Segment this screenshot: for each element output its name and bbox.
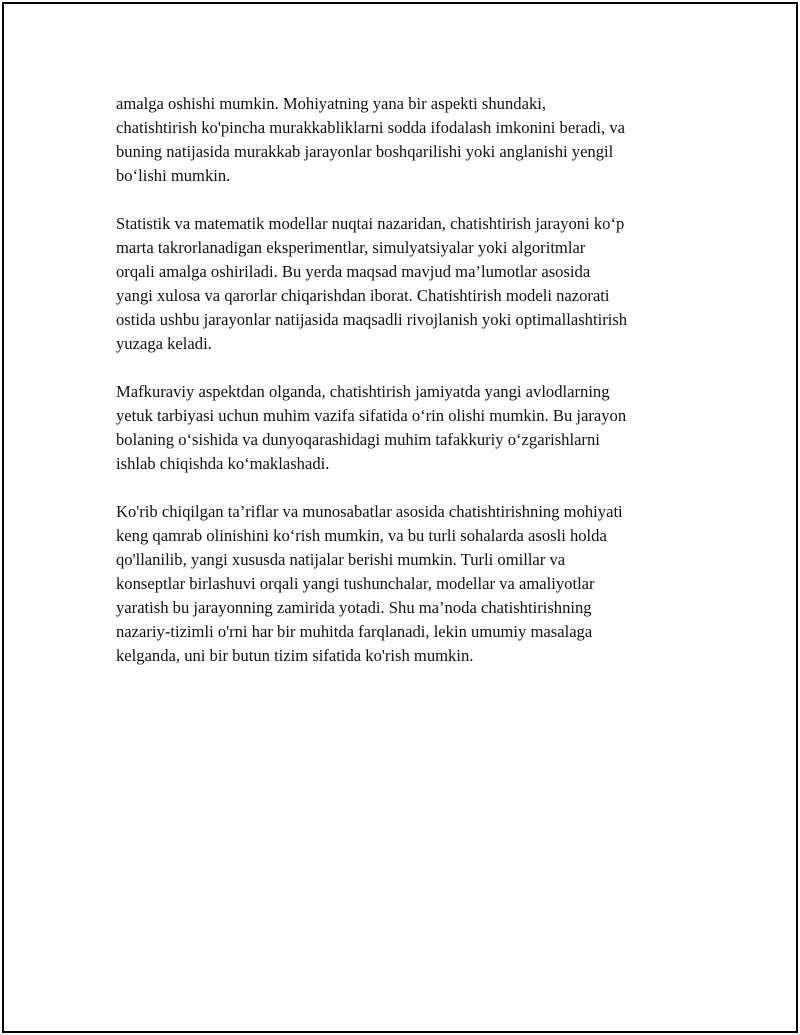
paragraph-3 <box>116 380 696 476</box>
text-line: nazariy-tizimli o'rni har bir muhitda farqlanadi, lekin umumiy masalaga <box>116 622 593 641</box>
text-line: chatishtirish ko'pincha murakkabliklarni sodda ifodalash imkonini beradi, va <box>116 118 625 137</box>
text-line: yangi xulosa va qarorlar chiqarishdan iborat. Chatishtirish modeli nazorati <box>116 286 610 305</box>
text-line: yuzaga keladi. <box>116 334 212 353</box>
document-body <box>116 92 696 692</box>
text-line: yetuk tarbiyasi uchun muhim vazifa sifatida o‘rin olishi mumkin. Bu jarayon <box>116 406 627 425</box>
text-line: kelganda, uni bir butun tizim sifatida ko'rish mumkin. <box>116 646 474 665</box>
paragraph-1 <box>116 92 696 188</box>
text-line: ishlab chiqishda ko‘maklashadi. <box>116 454 330 473</box>
text-line: amalga oshishi mumkin. Mohiyatning yana bir aspekti shundaki, <box>116 94 546 113</box>
paragraph-4 <box>116 500 696 668</box>
text-line: ostida ushbu jarayonlar natijasida maqsadli rivojlanish yoki optimallashtirish <box>116 310 628 329</box>
text-line: bo‘lishi mumkin. <box>116 166 231 185</box>
text-line: bolaning o‘sishida va dunyoqarashidagi muhim tafakkuriy o‘zgarishlarni <box>116 430 600 449</box>
text-line: marta takrorlanadigan eksperimentlar, simulyatsiyalar yoki algoritmlar <box>116 238 586 257</box>
text-line: yaratish bu jarayonning zamirida yotadi. Shu ma’noda chatishtirishning <box>116 598 592 617</box>
paragraph-2 <box>116 212 696 356</box>
text-line: Statistik va matematik modellar nuqtai nazaridan, chatishtirish jarayoni ko‘p <box>116 214 625 233</box>
text-line: Ko'rib chiqilgan ta’riflar va munosabatlar asosida chatishtirishning mohiyati <box>116 502 623 521</box>
text-line: konseptlar birlashuvi orqali yangi tushunchalar, modellar va amaliyotlar <box>116 574 595 593</box>
text-line: Mafkuraviy aspektdan olganda, chatishtirish jamiyatda yangi avlodlarning <box>116 382 610 401</box>
text-line: qo'llanilib, yangi xususda natijalar berishi mumkin. Turli omillar va <box>116 550 566 569</box>
text-line: buning natijasida murakkab jarayonlar boshqarilishi yoki anglanishi yengil <box>116 142 614 161</box>
text-line: orqali amalga oshiriladi. Bu yerda maqsad mavjud ma’lumotlar asosida <box>116 262 591 281</box>
text-line: keng qamrab olinishini ko‘rish mumkin, va bu turli sohalarda asosli holda <box>116 526 607 545</box>
